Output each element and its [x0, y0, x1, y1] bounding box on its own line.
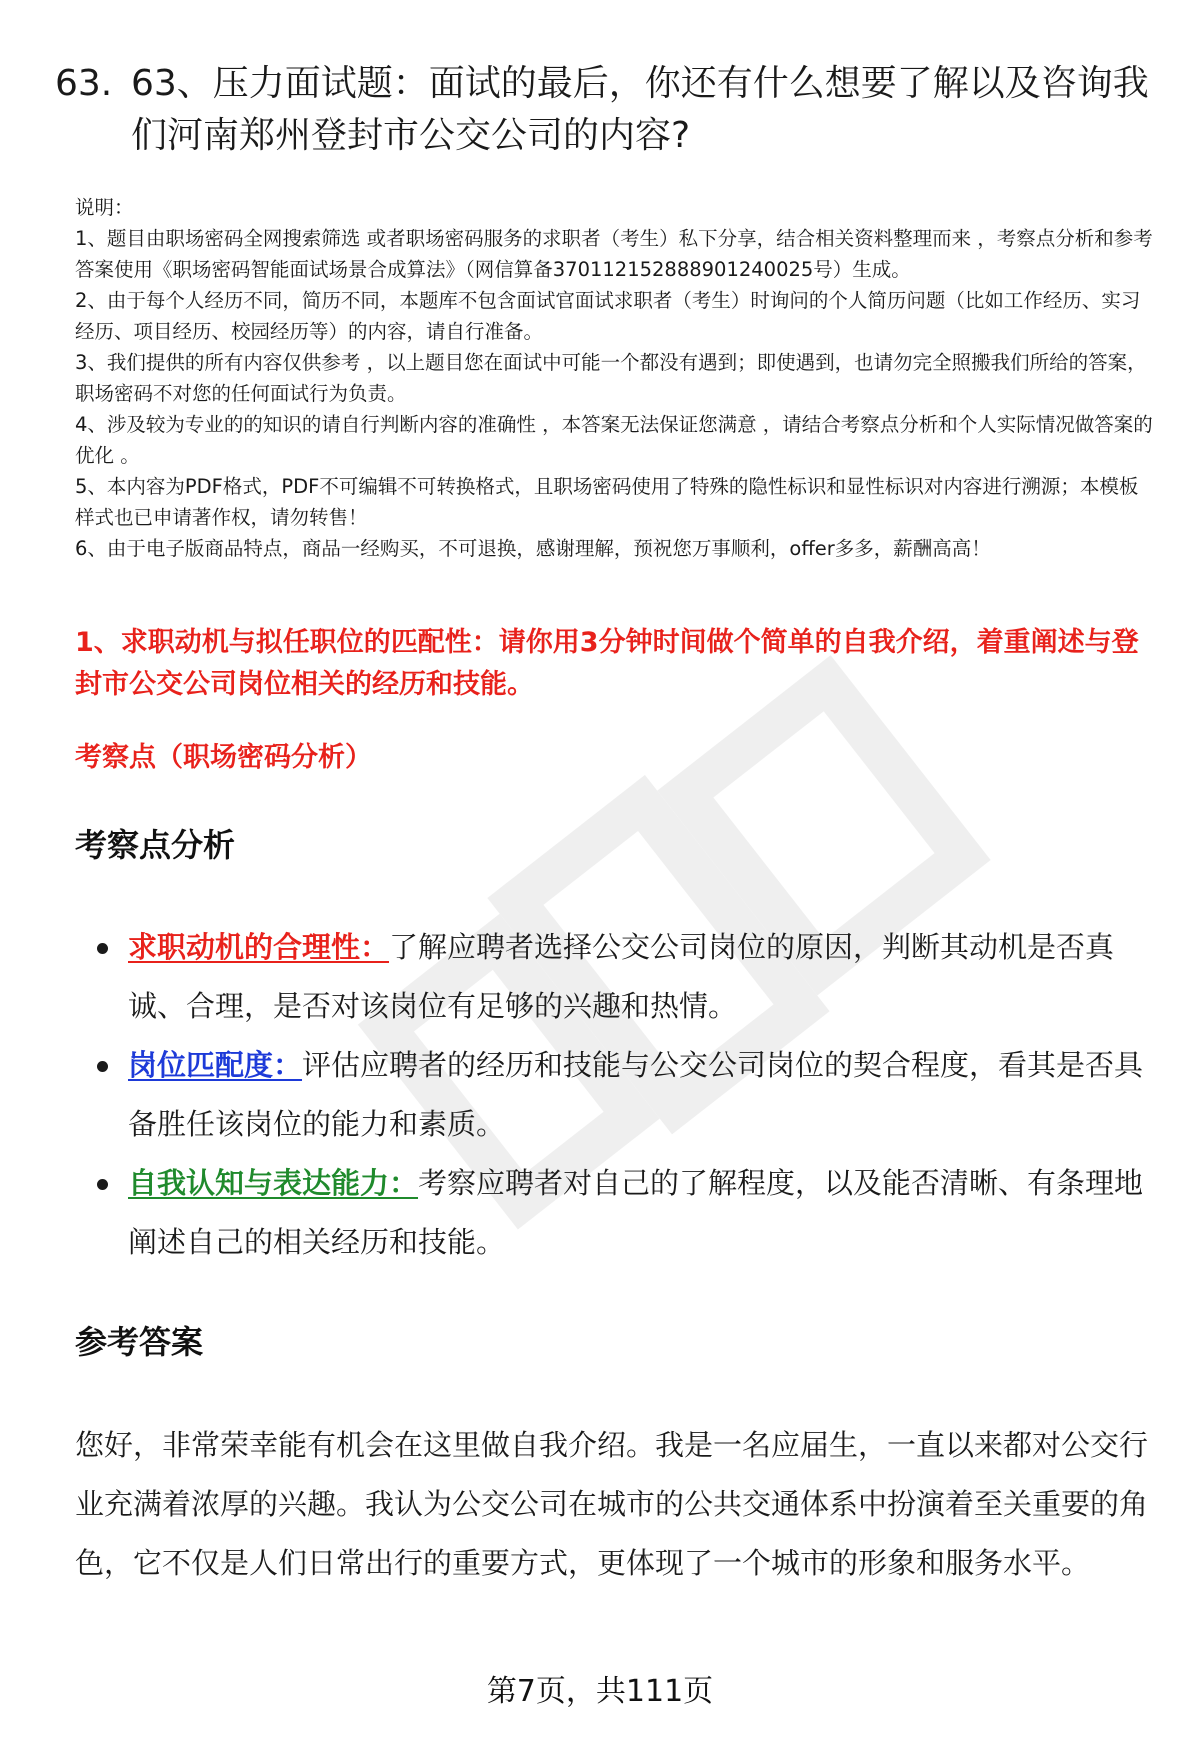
exam-point-label: 考察点（职场密码分析）: [75, 742, 372, 773]
analysis-item: [75, 1154, 1155, 1272]
notes-section: [75, 192, 1155, 564]
note-item: 6、由于电子版商品特点，商品一经购买，不可退换，感谢理解，预祝您万事顺利，offer多多，薪酬高高！: [75, 537, 991, 560]
sub-question: 1、求职动机与拟任职位的匹配性：请你用3分钟时间做个简单的自我介绍，着重阐述与登封市公交公司岗位相关的经历和技能。: [75, 627, 1139, 700]
analysis-item-label: 岗位匹配度：: [128, 1048, 303, 1082]
note-item: 2、由于每个人经历不同，简历不同，本题库不包含面试官面试求职者（考生）时询问的个人简历问题（比如工作经历、实习经历、项目经历、校园经历等）的内容，请自行准备。: [75, 289, 1141, 343]
analysis-item-text: 评估应聘者的经历和技能与公交公司岗位的契合程度，看其是否具备胜任该岗位的能力和素质。: [128, 1048, 1144, 1141]
bullet-icon: [97, 943, 108, 954]
analysis-list: [75, 918, 1155, 1272]
analysis-heading: 考察点分析: [75, 826, 236, 864]
answer-text: 您好，非常荣幸能有机会在这里做自我介绍。我是一名应届生，一直以来都对公交行业充满着浓厚的兴趣。我认为公交公司在城市的公共交通体系中扮演着至关重要的角色，它不仅是人们日常出行的重要方式，更体现了一个城市的形象和服务水平。: [75, 1428, 1149, 1580]
question-title: [55, 58, 1155, 162]
note-item: 3、我们提供的所有内容仅供参考 ，以上题目您在面试中可能一个都没有遇到；即使遇到，也请勿完全照搬我们所给的答案，职场密码不对您的任何面试行为负责。: [75, 351, 1147, 405]
question-text: 63、压力面试题：面试的最后，你还有什么想要了解以及咨询我们河南郑州登封市公交公司的内容?: [131, 63, 1149, 156]
note-item: 4、涉及较为专业的的知识的请自行判断内容的准确性 ，本答案无法保证您满意 ，请结合考察点分析和个人实际情况做答案的优化 。: [75, 413, 1153, 467]
page-footer: 第7页，共111页: [486, 1674, 714, 1709]
note-item: 5、本内容为PDF格式，PDF不可编辑不可转换格式，且职场密码使用了特殊的隐性标识和显性标识对内容进行溯源；本模板样式也已申请著作权，请勿转售！: [75, 475, 1139, 529]
notes-heading: 说明：: [75, 196, 134, 219]
note-item: 1、题目由职场密码全网搜索筛选 或者职场密码服务的求职者（考生）私下分享，结合相关资料整理而来 ，考察点分析和参考答案使用《职场密码智能面试场景合成算法》（网信算备370112152888901240025号）生成。: [75, 227, 1153, 281]
bullet-icon: [97, 1179, 108, 1190]
analysis-item: [75, 918, 1155, 1036]
analysis-item: [75, 1036, 1155, 1154]
answer-heading: 参考答案: [75, 1323, 204, 1361]
analysis-item-label: 求职动机的合理性：: [128, 930, 390, 964]
analysis-item-text: 考察应聘者对自己的了解程度，以及能否清晰、有条理地阐述自己的相关经历和技能。: [128, 1166, 1144, 1259]
bullet-icon: [97, 1061, 108, 1072]
question-number: 63.: [55, 63, 113, 104]
analysis-item-text: 了解应聘者选择公交公司岗位的原因，判断其动机是否真诚、合理，是否对该岗位有足够的兴趣和热情。: [128, 930, 1115, 1023]
analysis-item-label: 自我认知与表达能力：: [128, 1166, 419, 1200]
